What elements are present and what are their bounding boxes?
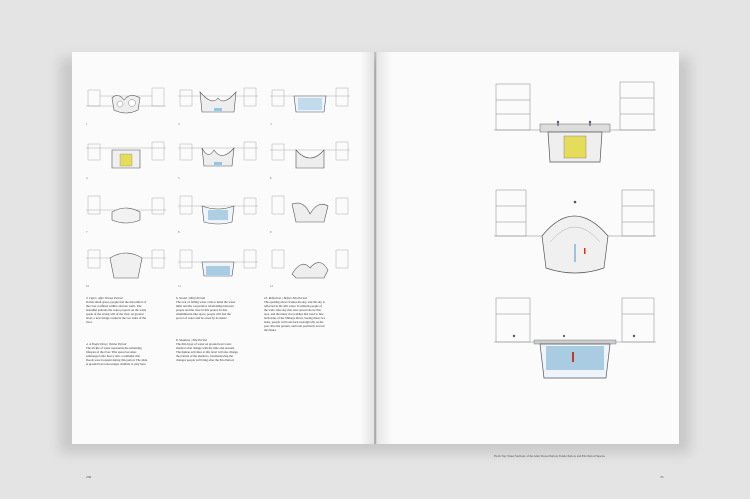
- sketch-drawing: [86, 190, 166, 230]
- section-sketch-2: [178, 82, 258, 130]
- sketch-drawing: [86, 136, 166, 176]
- text-title: 3. Light | After Showa Period: [86, 296, 123, 300]
- text-title: 6. Sound | Meiji Period: [176, 296, 205, 300]
- section-drawing: [494, 292, 656, 390]
- text-block-reflection: [264, 296, 326, 332]
- section-drawing: [494, 182, 656, 278]
- text-block-shadows: [176, 338, 238, 362]
- sketch-drawing: [178, 244, 258, 284]
- sketch-drawing: [270, 82, 350, 122]
- section-sketch-6: [270, 136, 350, 184]
- text-block-light: [86, 296, 148, 324]
- right-page-number: 35: [660, 475, 664, 479]
- cell-number: 2: [178, 122, 180, 126]
- sketch-drawing: [178, 190, 258, 230]
- text-title: 4. A Single Drop | Taisho Period: [86, 342, 127, 346]
- cell-number: 9: [270, 230, 272, 234]
- section-drawing: [494, 78, 656, 164]
- section-sketch-11: [178, 244, 258, 292]
- sketch-drawing: [86, 244, 166, 284]
- section-after-showa: [494, 78, 656, 164]
- left-page-number: 236: [86, 475, 92, 479]
- section-sketch-5: [178, 136, 258, 184]
- sketch-drawing: [178, 136, 258, 176]
- sketch-drawing: [270, 244, 350, 284]
- section-sketch-8: [178, 190, 258, 238]
- section-sketch-9: [270, 190, 350, 238]
- cell-number: 1: [86, 122, 88, 126]
- cell-number: 10: [86, 284, 89, 288]
- right-page: [376, 52, 679, 479]
- cell-number: 6: [270, 176, 272, 180]
- text-body: The trickle of water represents the remaining lifespan of the river. This space becomes submerged after heavy rain, a reminder that floods were frequent during this period. The slide at ground level encourages children to play here.: [86, 346, 148, 366]
- text-block-sound: [176, 296, 238, 320]
- text-block-single-drop: [86, 342, 148, 366]
- cell-number: 7: [86, 230, 88, 234]
- section-edo: [494, 292, 656, 390]
- left-page: [72, 52, 374, 479]
- text-body: The opening above frames the sky, and the sky is reflected in the still water. It reminds people of the wide, blue sky that once spread above this area, and the many rice paddies that used to line both sides of the Shibuya River. Seeing these two skies, people will look back nostalgically on the past. Into the present, and look positively toward the future.: [264, 300, 326, 332]
- book-gutter: [360, 52, 392, 444]
- section-sketch-7: [86, 190, 166, 238]
- text-body: The roar of falling water calls to mind the water mills and the cooperative relationship between people and the river in this period. In this amphitheatre-like space, people will feel the power of water and be awed by its music.: [176, 300, 236, 320]
- cell-number: 3: [270, 122, 272, 126]
- section-sketch-4: [86, 136, 166, 184]
- text-body: In this small space, people feel the discomfort of the river confined within concrete walls. The beautiful patterns the water projects on the walls speak of the strong will of the river. At ground level, a new bridge connects the two sides of the river.: [86, 300, 147, 324]
- figure-caption: From Top: Street Sections of the After Showa Period, Taisho Period, and Edo Period Spaces.: [494, 454, 606, 458]
- sketch-drawing: [86, 82, 166, 122]
- text-title: 10. Reflection | Before Edo Period: [264, 296, 307, 300]
- section-taisho: [494, 182, 656, 278]
- sketch-drawing: [178, 82, 258, 122]
- section-sketch-10: [86, 244, 166, 292]
- cell-number: 8: [178, 230, 180, 234]
- sketch-drawing: [270, 136, 350, 176]
- text-title: 8. Shadows | Edo Period: [176, 338, 207, 342]
- sketch-drawing: [270, 190, 350, 230]
- cell-number: 11: [178, 284, 181, 288]
- section-sketch-1: [86, 82, 166, 130]
- cell-number: 4: [86, 176, 88, 180]
- section-sketch-12: [270, 244, 350, 292]
- cell-number: 12: [270, 284, 273, 288]
- cell-number: 5: [178, 176, 180, 180]
- section-sketch-3: [270, 82, 350, 130]
- text-body: The thin layer of water on ground level casts shadows that change with the time and seasons. The human activities at this level will also change the pattern of the shadows, foreshadowing the changes people will bring after the Edo Period.: [176, 342, 238, 362]
